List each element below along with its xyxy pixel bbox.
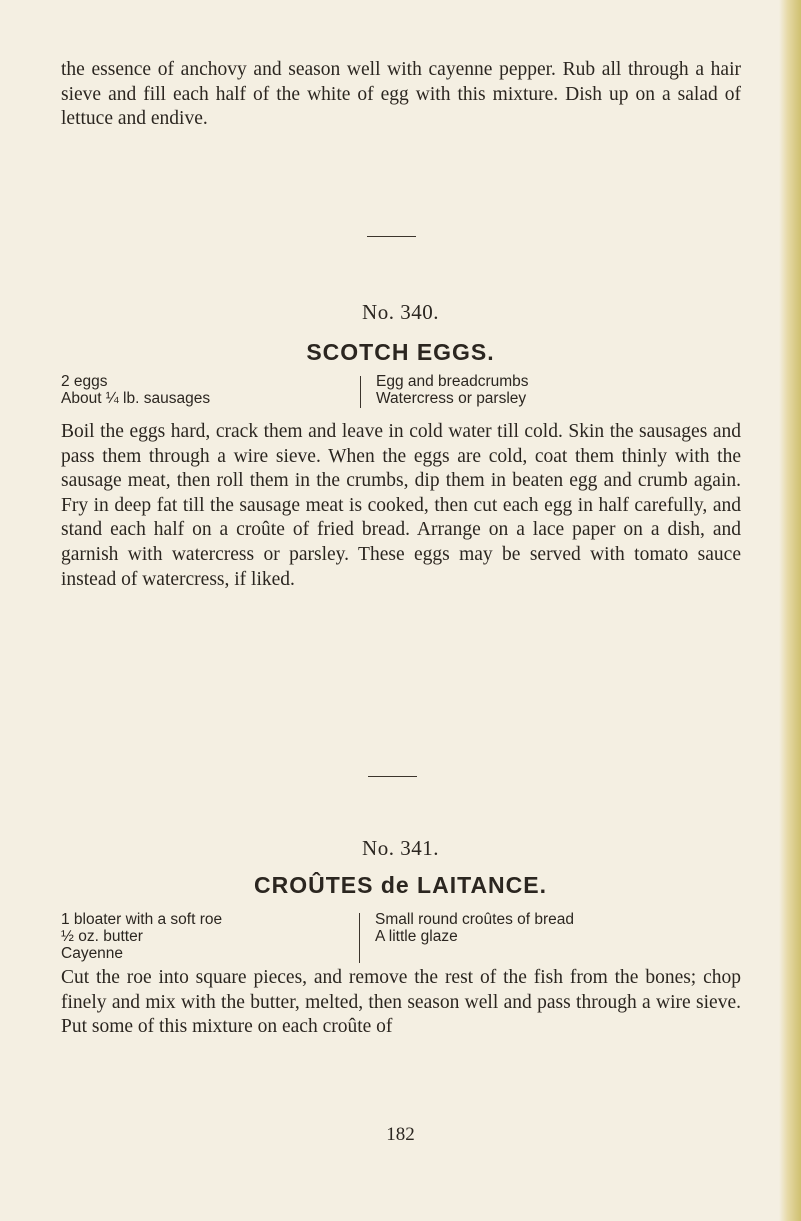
ingredients-divider — [360, 376, 361, 408]
ingredient: Egg and breadcrumbs — [376, 373, 529, 390]
ingredients-left-340 — [61, 373, 210, 407]
ingredient: About ¼ lb. sausages — [61, 390, 211, 407]
recipe-number-340: No. 340. — [362, 300, 439, 324]
ingredients-divider — [359, 913, 360, 963]
ingredient: 1 bloater with a soft roe — [61, 911, 223, 928]
ingredient: ½ oz. butter — [61, 928, 143, 945]
method-paragraph-340: Boil the eggs hard, crack them and leave in cold water till cold. Skin the sausages and pass them through a wire sieve. When the eggs are cold, coat them thinly with the sausage meat, then roll them in the crumbs, dip them in beaten egg and crumb again. Fry in deep fat till the sausage meat is cooked, then cut each egg in half carefully, and stand each half on a croûte of fried bread. Arrange on a lace paper on a dish, and garnish with watercress or parsley. These eggs may be served with tomato sauce instead of watercress, if liked. — [61, 421, 741, 590]
section-rule — [367, 236, 416, 237]
section-rule — [368, 776, 417, 777]
ingredients-left-341 — [61, 911, 222, 962]
recipe-title-340: SCOTCH EGGS. — [306, 339, 495, 365]
recipe-number-341: No. 341. — [362, 836, 439, 860]
ingredient: Watercress or parsley — [376, 390, 527, 407]
page-edge — [779, 0, 801, 1221]
page-number: 182 — [386, 1124, 415, 1145]
ingredients-right-341 — [375, 911, 574, 945]
ingredient: A little glaze — [375, 928, 458, 945]
ingredient: Small round croûtes of bread — [375, 911, 575, 928]
recipe-title-341: CROÛTES de LAITANCE. — [253, 872, 548, 898]
method-paragraph-341: Cut the roe into square pieces, and remove the rest of the fish from the bones; chop finely and mix with the butter, melted, then season well and pass through a wire sieve. Put some of this mixture on each croûte of — [61, 967, 741, 1038]
intro-paragraph: the essence of anchovy and season well with cayenne pepper. Rub all through a hair sieve and fill each half of the white of egg with this mixture. Dish up on a salad of lettuce and endive. — [61, 59, 741, 130]
ingredient: 2 eggs — [61, 373, 108, 390]
ingredients-right-340 — [376, 373, 529, 407]
ingredient: Cayenne — [61, 945, 124, 962]
